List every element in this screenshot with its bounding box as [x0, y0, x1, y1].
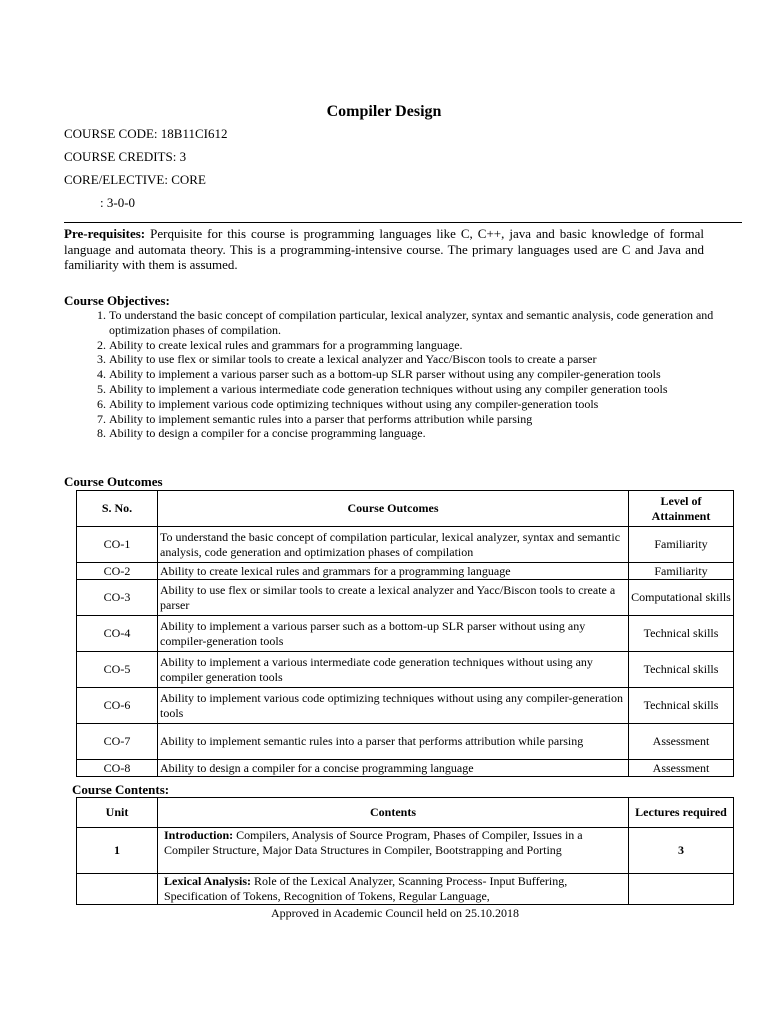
- outcome-sno: CO-7: [77, 724, 158, 760]
- objectives-heading: Course Objectives:: [64, 293, 170, 308]
- contents-heading: Course Contents:: [72, 782, 170, 797]
- core-elective: CORE/ELECTIVE: CORE: [64, 172, 206, 187]
- outcome-row: [77, 616, 734, 652]
- content-lectures: [629, 874, 734, 905]
- outcome-row: [77, 527, 734, 563]
- outcome-level: Assessment: [629, 724, 734, 760]
- contents-header-unit: Unit: [77, 798, 158, 828]
- course-credits: COURSE CREDITS: 3: [64, 149, 187, 164]
- outcome-text: Ability to implement a various intermediate code generation techniques without using any compiler generation tools: [158, 652, 629, 688]
- objective-item: 3. Ability to use flex or similar tools to create a lexical analyzer and Yacc/Biscon tools to create a parser: [109, 352, 749, 367]
- content-topic: Introduction:: [164, 828, 234, 842]
- document-title: Compiler Design: [326, 103, 442, 120]
- objective-item: 8. Ability to design a compiler for a concise programming language.: [109, 426, 749, 441]
- objective-item: 4. Ability to implement a various parser such as a bottom-up SLR parser without using any compiler-generation tools: [109, 367, 749, 382]
- content-description: Compilers, Analysis of Source Program, Phases of Compiler, Issues in a Compiler Structure, Major Data Structures in Compiler, Bootstrapping and Porting: [164, 828, 583, 857]
- outcome-row: [77, 580, 734, 616]
- outcome-sno: CO-6: [77, 688, 158, 724]
- content-text: [158, 874, 629, 905]
- outcome-row: [77, 760, 734, 777]
- outcomes-header-sno: S. No.: [77, 491, 158, 527]
- outcome-sno: CO-3: [77, 580, 158, 616]
- content-row: [77, 828, 734, 874]
- outcome-text: To understand the basic concept of compilation particular, lexical analyzer, syntax and semantic analysis, code generation and optimization phases of compilation: [158, 527, 629, 563]
- outcome-level: Familiarity: [629, 527, 734, 563]
- outcome-level: Technical skills: [629, 652, 734, 688]
- outcome-row: [77, 688, 734, 724]
- contents-table: [76, 797, 734, 905]
- outcome-sno: CO-1: [77, 527, 158, 563]
- outcome-sno: CO-4: [77, 616, 158, 652]
- outcomes-header-outcome: Course Outcomes: [158, 491, 629, 527]
- ltp-value: : 3-0-0: [100, 195, 136, 210]
- content-lectures: 3: [629, 828, 734, 874]
- objective-item: 5. Ability to implement a various intermediate code generation techniques without using any compiler generation tools: [109, 382, 749, 397]
- outcome-level: Assessment: [629, 760, 734, 777]
- objectives-list: [64, 308, 749, 441]
- objective-item: 2. Ability to create lexical rules and grammars for a programming language.: [109, 338, 749, 353]
- contents-header-contents: Contents: [158, 798, 629, 828]
- outcome-row: [77, 563, 734, 580]
- outcome-text: Ability to implement a various parser such as a bottom-up SLR parser without using any compiler-generation tools: [158, 616, 629, 652]
- course-code: COURSE CODE: 18B11CI612: [64, 126, 228, 141]
- prereq-label: Pre-requisites:: [64, 226, 146, 241]
- divider-rule: [64, 222, 742, 223]
- content-topic: Lexical Analysis:: [164, 874, 252, 888]
- prerequisites-paragraph: [64, 226, 704, 273]
- outcomes-table: [76, 490, 734, 777]
- outcome-sno: CO-5: [77, 652, 158, 688]
- outcome-level: Technical skills: [629, 688, 734, 724]
- outcomes-header-level: Level of Attainment: [629, 491, 734, 527]
- outcome-text: Ability to create lexical rules and grammars for a programming language: [158, 563, 629, 580]
- content-unit: 1: [77, 828, 158, 874]
- outcome-level: Familiarity: [629, 563, 734, 580]
- outcome-row: [77, 652, 734, 688]
- objective-item: 7. Ability to implement semantic rules into a parser that performs attribution while parsing: [109, 412, 749, 427]
- footer-approval: Approved in Academic Council held on 25.10.2018: [271, 906, 519, 920]
- outcomes-heading: Course Outcomes: [64, 474, 163, 489]
- outcome-text: Ability to use flex or similar tools to create a lexical analyzer and Yacc/Biscon tools to create a parser: [158, 580, 629, 616]
- objective-item: 6. Ability to implement various code optimizing techniques without using any compiler-generation tools: [109, 397, 749, 412]
- content-unit: [77, 874, 158, 905]
- content-row: [77, 874, 734, 905]
- outcome-text: Ability to design a compiler for a concise programming language: [158, 760, 629, 777]
- outcome-sno: CO-8: [77, 760, 158, 777]
- outcome-row: [77, 724, 734, 760]
- prereq-text: Perquisite for this course is programming languages like C, C++, java and basic knowledge of formal language and automata theory. This is a programming-intensive course. The primary languages used are C and Java and familiarity with them is assumed.: [64, 226, 704, 272]
- objective-item: 1. To understand the basic concept of compilation particular, lexical analyzer, syntax and semantic analysis, code generation and optimization phases of compilation.: [109, 308, 749, 338]
- content-text: [158, 828, 629, 874]
- outcome-level: Computational skills: [629, 580, 734, 616]
- outcome-text: Ability to implement various code optimizing techniques without using any compiler-generation tools: [158, 688, 629, 724]
- outcome-text: Ability to implement semantic rules into a parser that performs attribution while parsing: [158, 724, 629, 760]
- contents-header-lectures: Lectures required: [629, 798, 734, 828]
- outcome-sno: CO-2: [77, 563, 158, 580]
- content-description: Role of the Lexical Analyzer, Scanning Process- Input Buffering, Specification of Tokens, Recognition of Tokens, Regular Language,: [164, 874, 568, 903]
- outcome-level: Technical skills: [629, 616, 734, 652]
